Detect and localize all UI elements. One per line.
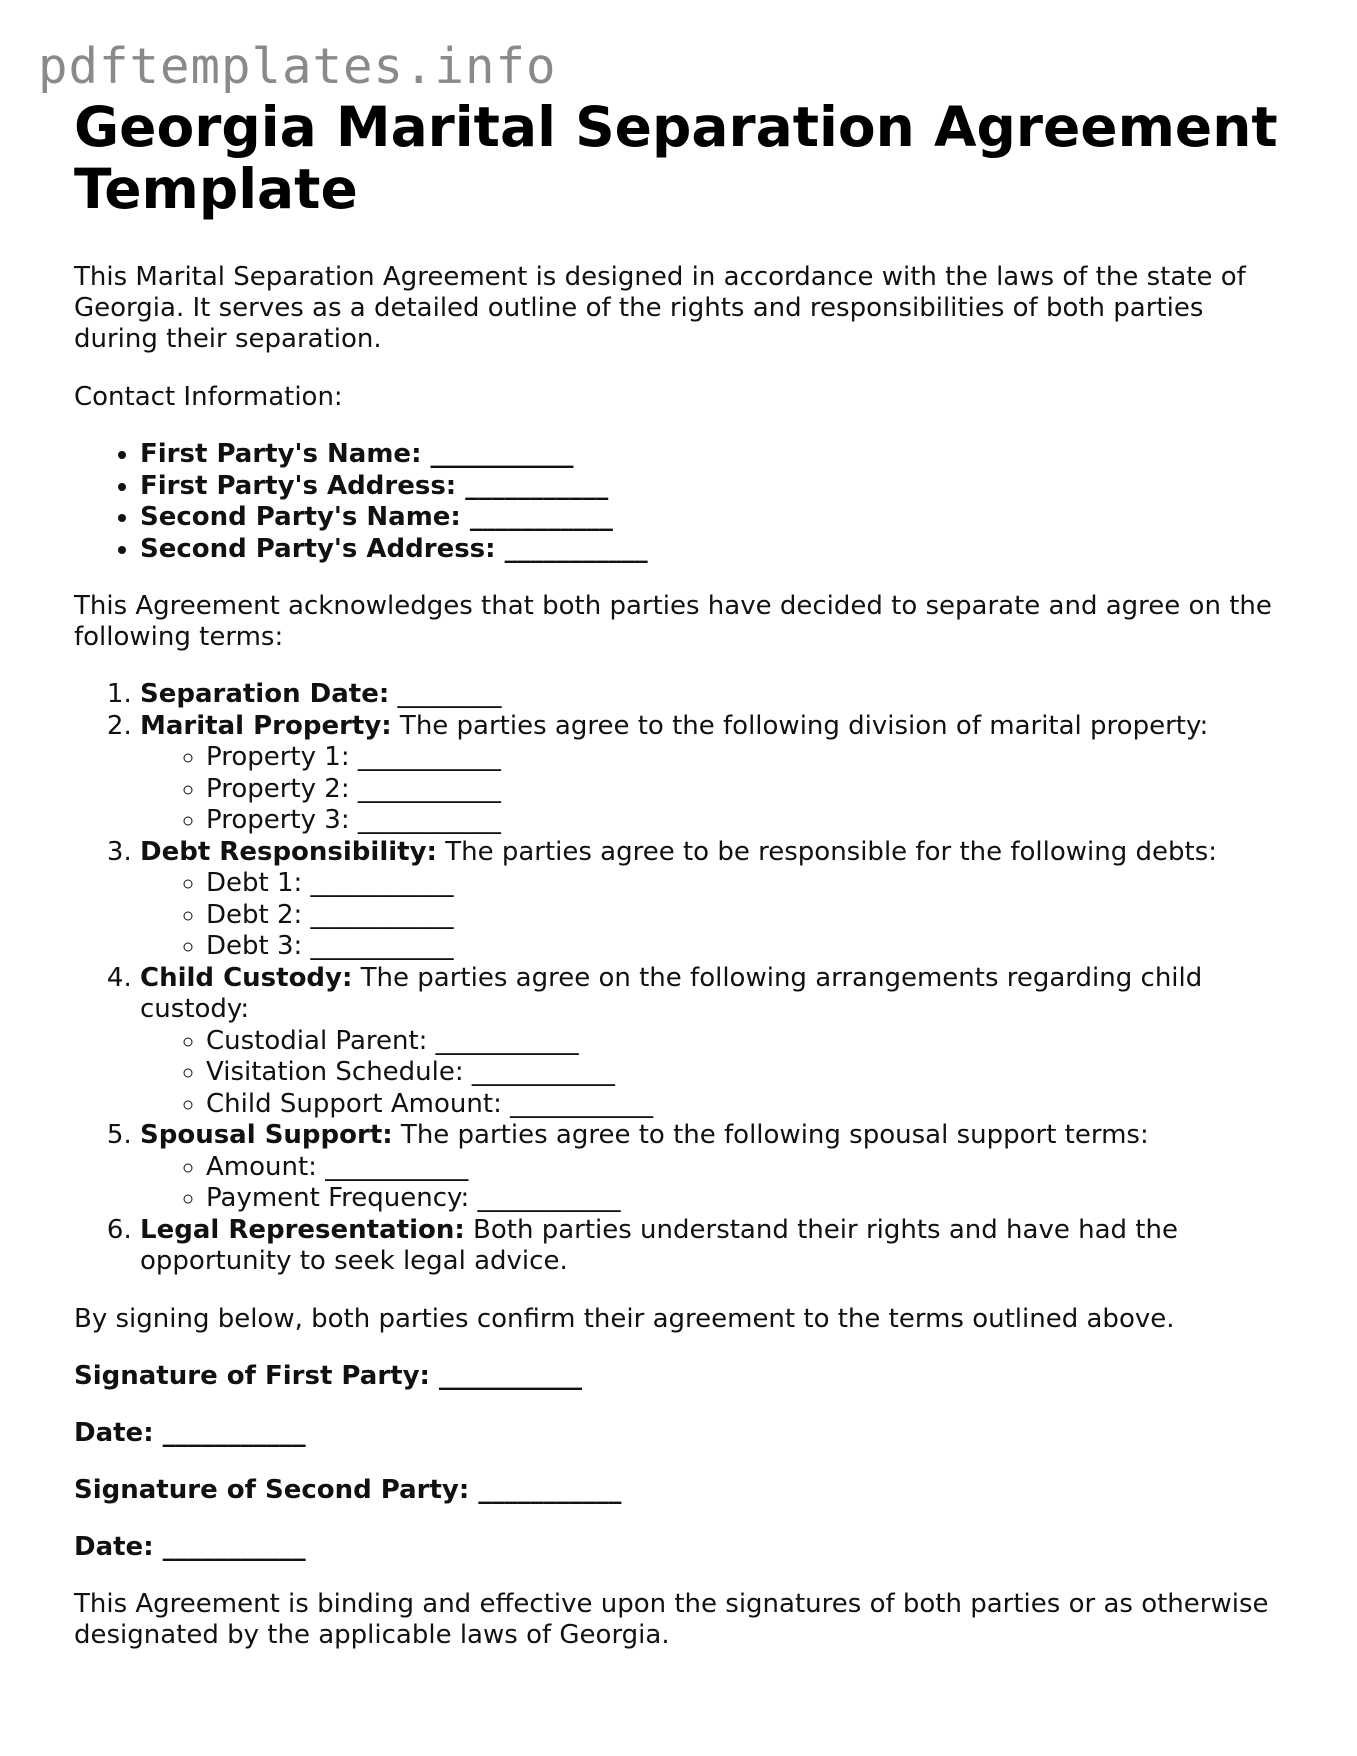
term-text: The parties agree to the following division of marital property: <box>391 710 1209 741</box>
contact-information-label: Contact Information: <box>74 382 343 412</box>
term-text: The parties agree to the following spousal support terms: <box>392 1120 1149 1150</box>
term-label: Separation Date: <box>140 679 390 709</box>
term-debt-responsibility <box>140 837 1284 963</box>
term-spousal-support <box>140 1120 1284 1215</box>
property-item: ◦ Property 1: ___________ <box>206 742 1284 774</box>
first-signature-line: Signature of First Party: ___________ <box>74 1360 582 1391</box>
acknowledgement-paragraph: This Agreement acknowledges that both parties have decided to separate and agree on the following terms: <box>74 591 1272 652</box>
custody-list <box>140 1026 1284 1121</box>
debt-list <box>140 868 1284 963</box>
debt-item: ◦ Debt 2: ___________ <box>206 900 1284 932</box>
term-label: Child Custody: <box>140 962 353 993</box>
term-legal-representation <box>140 1215 1284 1278</box>
term-label: Marital Property: <box>140 710 392 741</box>
property-item: ◦ Property 2: ___________ <box>206 774 1284 806</box>
contact-item-first-address: • First Party's Address: ___________ <box>140 471 1284 503</box>
spousal-support-item: ◦ Payment Frequency: ___________ <box>206 1183 1284 1215</box>
document-title: Georgia Marital Separation Agreement Template <box>74 95 1278 221</box>
term-marital-property <box>140 711 1284 837</box>
confirmation-paragraph: By signing below, both parties confirm their agreement to the terms outlined above. <box>74 1303 1175 1334</box>
debt-item: ◦ Debt 1: ___________ <box>206 868 1284 900</box>
terms-list <box>74 679 1284 1278</box>
spousal-support-item: ◦ Amount: ___________ <box>206 1152 1284 1184</box>
property-item: ◦ Property 3: ___________ <box>206 805 1284 837</box>
term-label: Legal Representation: <box>140 1214 465 1245</box>
term-text: The parties agree to be responsible for the following debts: <box>436 836 1218 867</box>
term-text: Both parties understand their rights and have had the opportunity to seek legal advice. <box>140 1214 1178 1276</box>
second-date-line: Date: ___________ <box>74 1531 306 1562</box>
custody-item: ◦ Custodial Parent: ___________ <box>206 1026 1284 1058</box>
contact-item-second-name: • Second Party's Name: ___________ <box>140 502 1284 534</box>
term-text: ________ <box>389 679 502 709</box>
term-text: The parties agree on the following arrangements regarding child custody: <box>140 962 1203 1024</box>
spousal-support-list <box>140 1152 1284 1215</box>
term-separation-date <box>140 679 1284 711</box>
contact-item-second-address: • Second Party's Address: ___________ <box>140 534 1284 566</box>
term-label: Debt Responsibility: <box>140 836 437 867</box>
contact-item-first-name: • First Party's Name: ___________ <box>140 439 1284 471</box>
debt-item: ◦ Debt 3: ___________ <box>206 931 1284 963</box>
custody-item: ◦ Child Support Amount: ___________ <box>206 1089 1284 1121</box>
watermark: pdftemplates.info <box>38 38 557 95</box>
closing-paragraph: This Agreement is binding and effective upon the signatures of both parties or as otherwise designated by the applicable laws of Georgia. <box>74 1588 1269 1650</box>
term-label: Spousal Support: <box>140 1120 393 1150</box>
document-page <box>74 96 1284 1651</box>
intro-paragraph: This Marital Separation Agreement is designed in accordance with the laws of the state of Georgia. It serves as a detailed outline of the rights and responsibilities of both parties during their separation. <box>74 262 1246 354</box>
first-date-line: Date: ___________ <box>74 1417 306 1448</box>
custody-item: ◦ Visitation Schedule: ___________ <box>206 1057 1284 1089</box>
second-signature-line: Signature of Second Party: ___________ <box>74 1474 622 1505</box>
contact-list <box>74 439 1284 565</box>
term-child-custody <box>140 963 1284 1121</box>
property-list <box>140 742 1284 837</box>
